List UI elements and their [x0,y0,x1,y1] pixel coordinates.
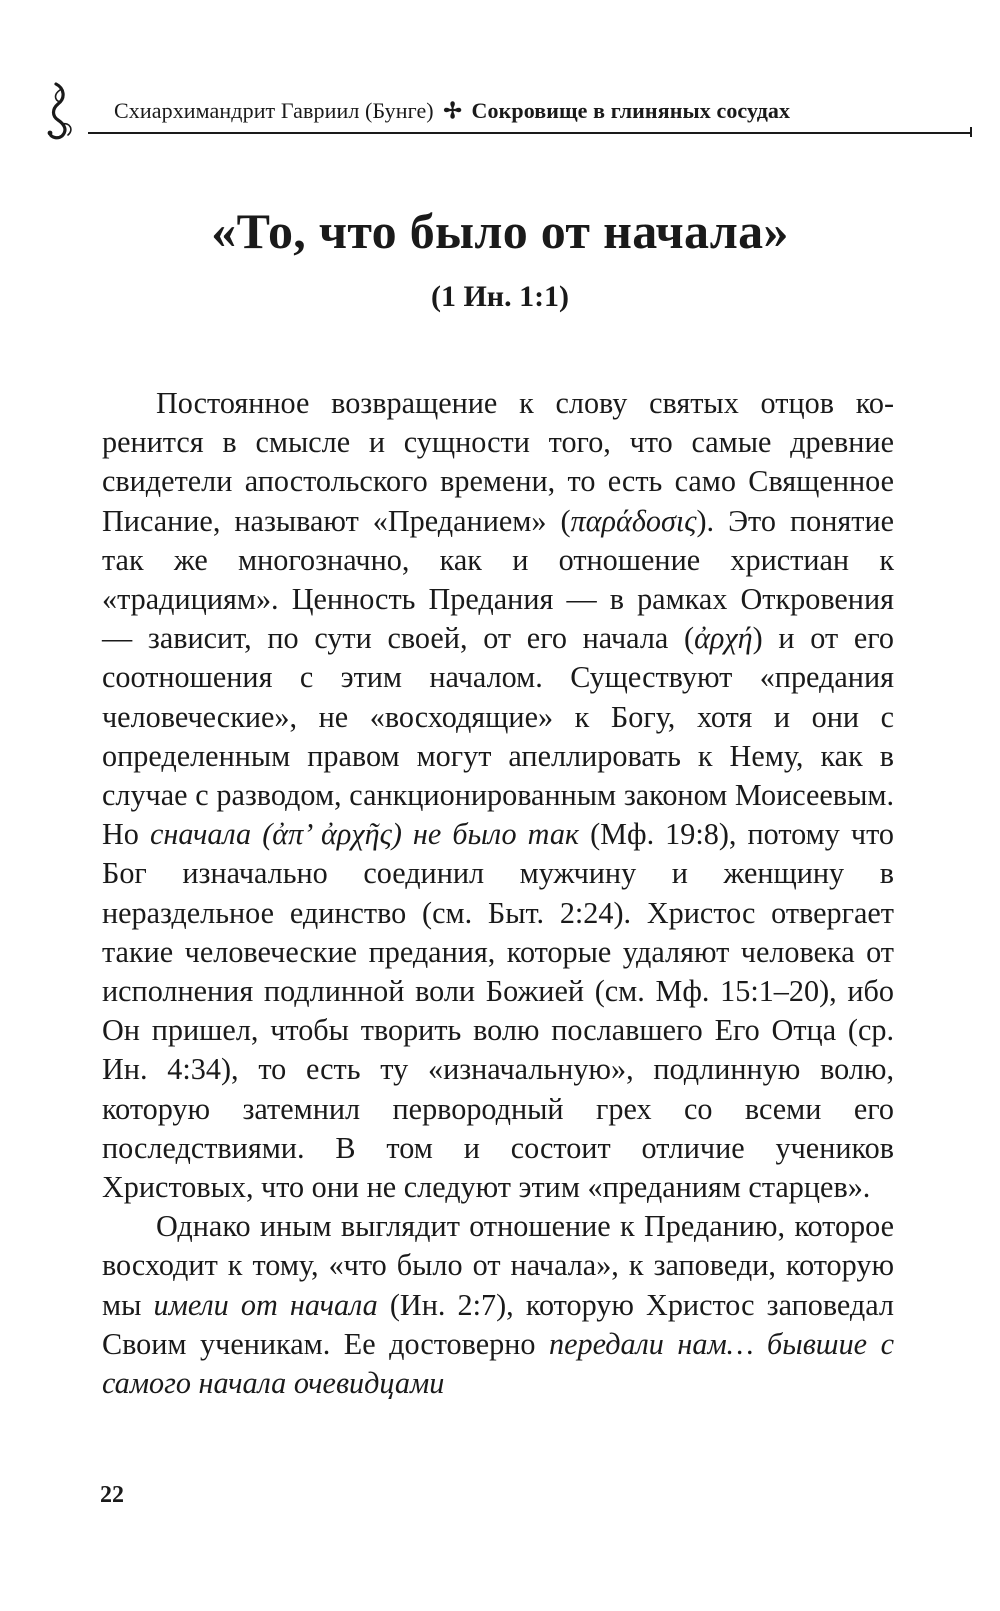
body-paragraph [102,384,894,1207]
italic-run: παράδοσις [570,503,697,538]
body-text [102,384,894,1403]
text-run: (Мф. 19:8), потому что Бог изначально соединил мужчину и женщину в нераздельное единство (см. Быт. 2:24). Христос отвергает такие человеческие предания, которые удаляют человека от исполнения подлинной воли Божией (см. Мф. 15:1–20), ибо Он пришел, чтобы творить волю пославшего Его Отца (ср. Ин. 4:34), то есть ту «изначальную», подлинную волю, которую затемнил первородный грех со всеми его последствиями. В том и состоит отличие учеников Христовых, что они не следуют этим «преданиям старцев». [102,817,894,1205]
ornament-icon [44,80,84,140]
italic-run: ἀρχή [694,621,753,656]
text-run: (Ин. 2:7), которую Христос заповедал Своим ученикам. Ее достоверно [102,1287,894,1361]
italic-run: сначала (ἀπ’ ἀρχῆς) не было так [149,817,580,852]
chapter-title: «То, что было от начала» [211,203,789,259]
cross-separator-icon: ✢ [443,98,462,123]
text-run: ). Это понятие так же многозначно, как и отношение христиан к «традициям». Ценность Предания — в рамках Откровения — зависит, по сути своей, от его начала ( [102,503,895,656]
body-paragraph [102,1207,894,1403]
italic-run: передали нам… бывшие с самого начала очевидцами [102,1326,894,1401]
italic-run: имели от начала [153,1287,378,1322]
header-rule-tick [970,127,972,137]
header-author: Схиархимандрит Гавриил (Бунге) [114,98,434,123]
running-header-text [114,98,964,124]
header-book-title: Сокровище в глиняных сосудах [471,98,791,123]
text-run: Постоянное возвращение к слову святых отцов коренится в смысле и сущности того, что самые древние свидетели апостольского времени, то есть само Священное Писание, называют «Преданием» ( [102,386,894,538]
page-number: 22 [100,1482,124,1508]
running-header [44,80,934,140]
text-run: Однако иным выглядит отношение к Преданию, которое восходит к тому, «что было от начала», к заповеди, которую мы [102,1209,894,1322]
chapter-reference: (1 Ин. 1:1) [430,280,570,313]
text-run: ) и от его соотношения с этим началом. Существуют «предания человеческие», не «восходящие» к Богу, хотя и они с определенным правом могут апеллировать к Нему, как в случае с разводом, санкционированным законом Моисеевым. Но [102,621,895,852]
header-rule [88,132,972,134]
